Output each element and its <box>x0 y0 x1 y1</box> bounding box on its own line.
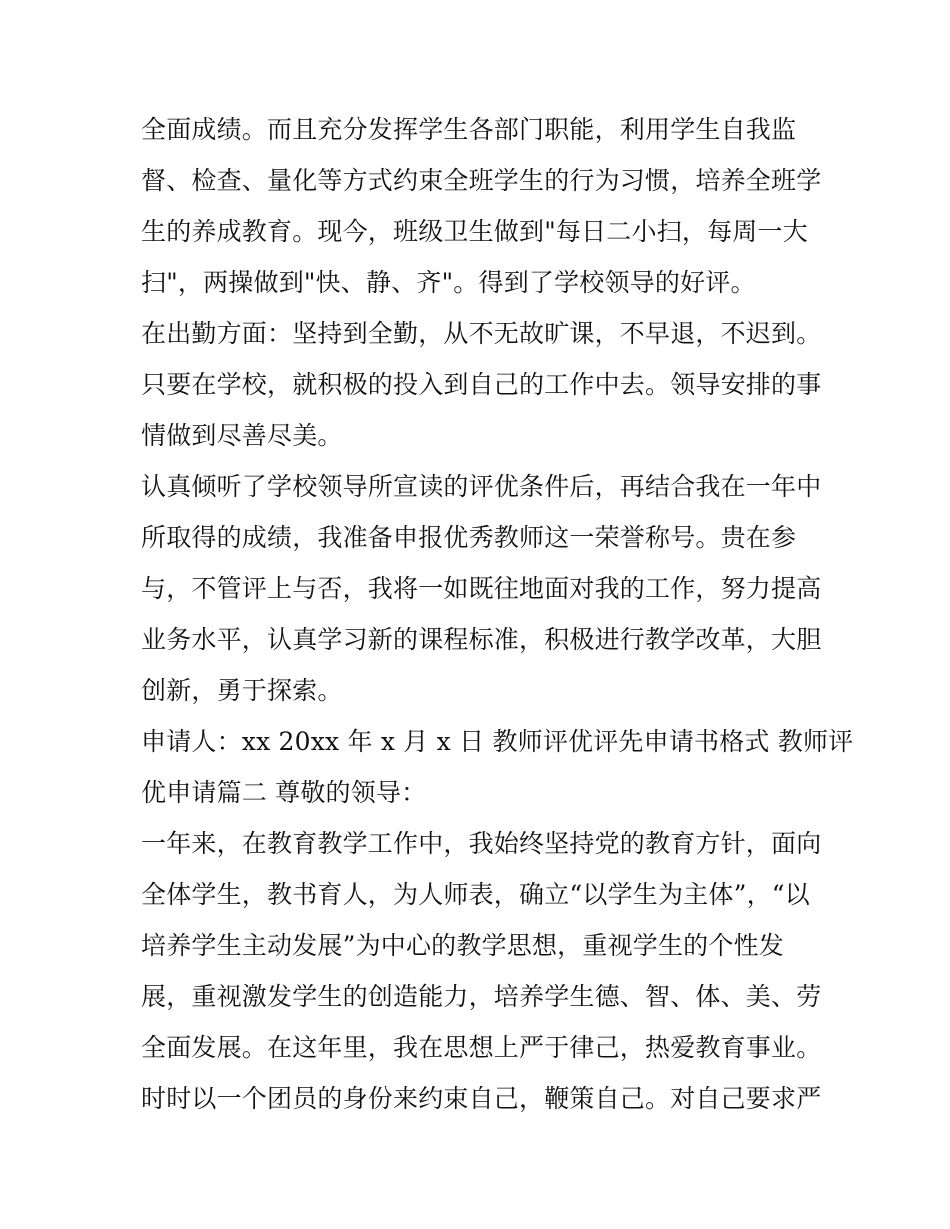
text-line: 扫"，两操做到"快、静、齐"。得到了学校领导的好评。 <box>141 268 756 297</box>
text-line: 时时以一个团员的身份来约束自己，鞭策自己。对自己要求严 <box>141 1084 822 1113</box>
text-line: 全面成绩。而且充分发挥学生各部门职能，利用学生自我监 <box>141 115 797 144</box>
text-line: 认真倾听了学校领导所宣读的评优条件后，再结合我在一年中 <box>141 472 822 501</box>
text-line: 与，不管评上与否，我将一如既往地面对我的工作，努力提高 <box>141 574 822 603</box>
text-line: 申请人：xx 20xx 年 x 月 x 日 教师评优评先申请书格式 教师评 <box>141 727 854 756</box>
text-line: 在出勤方面：坚持到全勤，从不无故旷课，不早退，不迟到。 <box>141 319 822 348</box>
text-line: 生的养成教育。现今，班级卫生做到"每日二小扫，每周一大 <box>141 217 808 246</box>
text-line: 展，重视激发学生的创造能力，培养学生德、智、体、美、劳 <box>141 982 822 1011</box>
text-line: 培养学生主动发展”为中心的教学思想，重视学生的个性发 <box>141 931 784 960</box>
text-line: 只要在学校，就积极的投入到自己的工作中去。领导安排的事 <box>141 370 822 399</box>
text-line: 业务水平，认真学习新的课程标准，积极进行教学改革，大胆 <box>141 625 822 654</box>
text-line: 优申请篇二 尊敬的领导： <box>141 778 427 807</box>
text-line: 全面发展。在这年里，我在思想上严于律己，热爱教育事业。 <box>141 1033 822 1062</box>
text-line: 一年来，在教育教学工作中，我始终坚持党的教育方针，面向 <box>141 829 822 858</box>
document-body <box>141 104 854 1124</box>
text-line: 督、检查、量化等方式约束全班学生的行为习惯，培养全班学 <box>141 166 822 195</box>
text-line: 全体学生，教书育人，为人师表，确立“以学生为主体”，“以 <box>141 880 810 909</box>
text-line: 所取得的成绩，我准备申报优秀教师这一荣誉称号。贵在参 <box>141 523 797 552</box>
text-line: 创新，勇于探索。 <box>141 676 343 705</box>
text-line: 情做到尽善尽美。 <box>141 421 343 450</box>
